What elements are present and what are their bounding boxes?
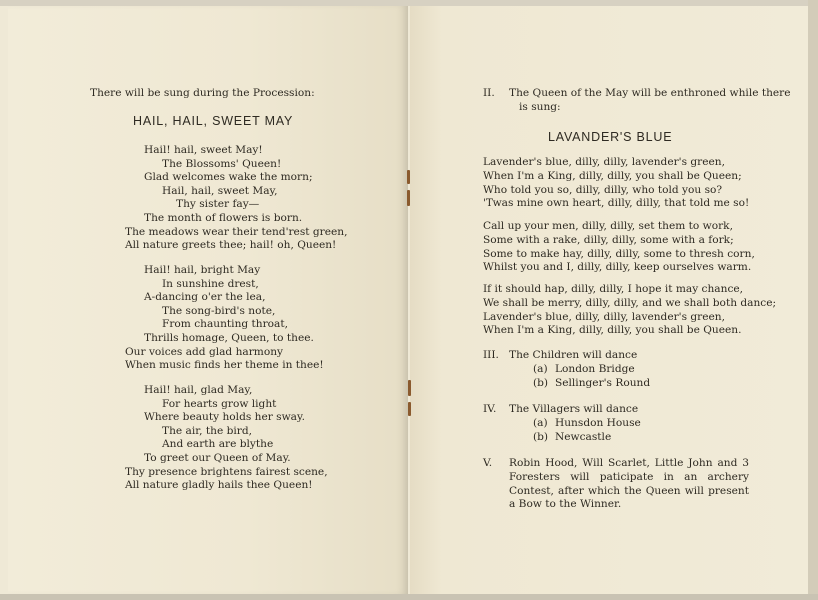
stanza-line: Thrills homage, Queen, to thee. xyxy=(144,331,314,344)
stanza-line: And earth are blythe xyxy=(162,438,274,451)
verse-line: Whilst you and I, dilly, dilly, keep ourselves warm. xyxy=(483,261,752,274)
item-numeral: III. xyxy=(483,349,499,361)
stanza-line: The Blossoms' Queen! xyxy=(162,157,282,170)
item-numeral: IV. xyxy=(483,403,497,415)
stanza-3 xyxy=(122,384,328,493)
item-numeral: II. xyxy=(483,87,495,99)
verse-line: Call up your men, dilly, dilly, set them to work, xyxy=(483,220,733,232)
song-title-lavanders-blue: LAVANDER'S BLUE xyxy=(548,130,673,144)
programme-item-2 xyxy=(483,87,791,101)
procession-intro: There will be sung during the Procession: xyxy=(90,87,315,99)
programme-item-4 xyxy=(483,403,638,417)
stanza-line: Thy presence brightens fairest scene, xyxy=(125,465,328,478)
item-text: The Queen of the May will be enthroned while there xyxy=(509,87,791,99)
song-title-hail-sweet-may: HAIL, HAIL, SWEET MAY xyxy=(133,114,294,128)
verse-line: Lavender's blue, dilly, dilly, lavender's green, xyxy=(483,310,725,323)
staple-top-upper xyxy=(407,170,410,184)
dance-item: (a) London Bridge xyxy=(533,363,635,375)
stanza-line: All nature greets thee; hail! oh, Queen! xyxy=(125,239,337,252)
stanza-line: In sunshine drest, xyxy=(162,277,259,290)
stanza-line: When music finds her theme in thee! xyxy=(125,359,324,372)
item-text: The Villagers will dance xyxy=(509,403,639,415)
verse-1 xyxy=(483,156,749,211)
verse-line: When I'm a King, dilly, dilly, you shall be Queen. xyxy=(483,324,742,337)
staple-top-lower xyxy=(407,190,410,206)
stanza-line: Hail! hail, sweet May! xyxy=(144,144,263,156)
children-dances-list xyxy=(533,363,650,391)
paper-edge-bottom xyxy=(0,594,818,600)
verse-line: Some to make hay, dilly, dilly, some to thresh corn, xyxy=(483,247,755,260)
villagers-dances-list xyxy=(533,417,641,445)
dance-item: (b) Newcastle xyxy=(533,430,612,443)
verse-2 xyxy=(483,220,755,275)
stanza-line: Hail! hail, glad May, xyxy=(144,384,253,396)
stanza-line: Our voices add glad harmony xyxy=(125,345,284,358)
staple-bottom-upper xyxy=(408,380,411,396)
item-text: The Children will dance xyxy=(509,349,638,361)
programme-item-3 xyxy=(483,349,637,363)
verse-line: When I'm a King, dilly, dilly, you shall be Queen; xyxy=(483,169,742,182)
stanza-line: All nature gladly hails thee Queen! xyxy=(125,479,313,492)
item-5-numeral: V. xyxy=(483,457,493,469)
verse-line: Lavender's blue, dilly, dilly, lavender's green, xyxy=(483,156,725,168)
programme-item-5-text: Robin Hood, Will Scarlet, Little John and 3 Foresters will paticipate in an archery Contest, after which the Queen will present a Bow to the Winner. xyxy=(509,457,749,511)
stanza-line: Thy sister fay— xyxy=(176,198,260,211)
stanza-line: Glad welcomes wake the morn; xyxy=(144,171,313,184)
stanza-line: Where beauty holds her sway. xyxy=(144,411,305,424)
stanza-line: The meadows wear their tend'rest green, xyxy=(125,225,348,238)
programme-item-2-continuation: is sung: xyxy=(519,101,561,113)
stanza-line: Hail, hail, sweet May, xyxy=(162,184,278,197)
stanza-line: The air, the bird, xyxy=(162,424,252,437)
stanza-line: From chaunting throat, xyxy=(162,318,289,331)
stanza-1 xyxy=(122,144,347,253)
stanza-line: The month of flowers is born. xyxy=(144,211,303,224)
stanza-line: To greet our Queen of May. xyxy=(144,451,291,464)
stanza-line: The song-bird's note, xyxy=(162,304,276,317)
paper-edge-right xyxy=(808,0,818,600)
stanza-line: A-dancing o'er the lea, xyxy=(144,291,266,304)
verse-line: 'Twas mine own heart, dilly, dilly, that told me so! xyxy=(483,197,750,210)
stanza-line: Hail! hail, bright May xyxy=(144,264,261,276)
verse-line: We shall be merry, dilly, dilly, and we shall both dance; xyxy=(483,296,777,309)
verse-line: Who told you so, dilly, dilly, who told you so? xyxy=(483,183,723,196)
stanza-2 xyxy=(122,264,324,373)
dance-item: (a) Hunsdon House xyxy=(533,417,641,429)
staple-bottom-lower xyxy=(408,402,411,416)
verse-line: Some with a rake, dilly, dilly, some with a fork; xyxy=(483,233,734,246)
verse-line: If it should hap, dilly, dilly, I hope it may chance, xyxy=(483,283,744,295)
stanza-line: For hearts grow light xyxy=(162,397,277,410)
verse-3 xyxy=(483,283,776,338)
dance-item: (b) Sellinger's Round xyxy=(533,376,651,389)
